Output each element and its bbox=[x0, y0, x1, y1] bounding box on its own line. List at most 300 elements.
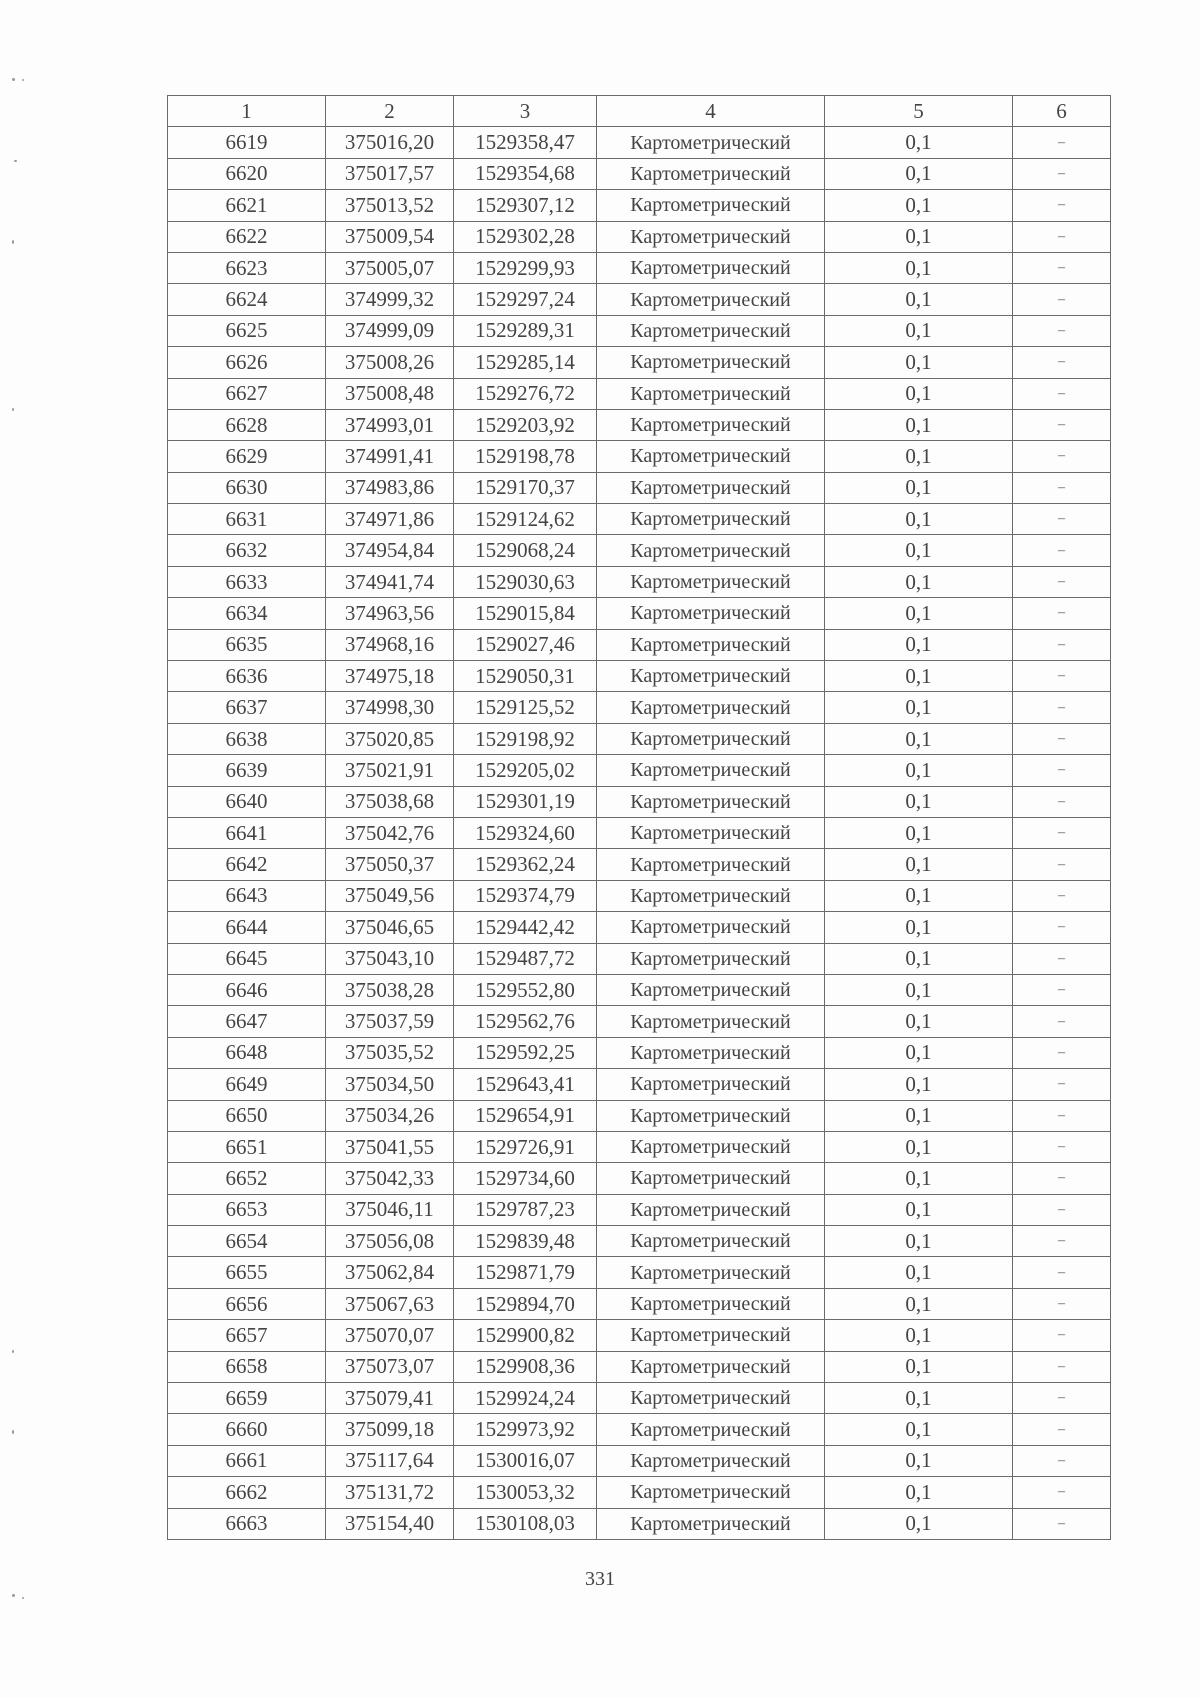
point-number-cell: 6640 bbox=[168, 786, 326, 817]
x-coordinate-cell: 374941,74 bbox=[326, 566, 454, 597]
accuracy-cell: 0,1 bbox=[825, 1445, 1013, 1476]
x-coordinate-cell: 375021,91 bbox=[326, 755, 454, 786]
point-number-cell: 6649 bbox=[168, 1069, 326, 1100]
x-coordinate-cell: 374954,84 bbox=[326, 535, 454, 566]
point-number-cell: 6660 bbox=[168, 1414, 326, 1445]
method-cell: Картометрический bbox=[597, 692, 825, 723]
accuracy-cell: 0,1 bbox=[825, 441, 1013, 472]
table-row bbox=[168, 441, 1111, 472]
accuracy-cell: 0,1 bbox=[825, 755, 1013, 786]
column-header: 3 bbox=[454, 96, 597, 127]
x-coordinate-cell: 375046,65 bbox=[326, 912, 454, 943]
method-cell: Картометрический bbox=[597, 912, 825, 943]
note-cell: – bbox=[1013, 504, 1111, 535]
table-row bbox=[168, 315, 1111, 346]
x-coordinate-cell: 375034,50 bbox=[326, 1069, 454, 1100]
note-cell: – bbox=[1013, 629, 1111, 660]
method-cell: Картометрический bbox=[597, 378, 825, 409]
method-cell: Картометрический bbox=[597, 943, 825, 974]
x-coordinate-cell: 375008,26 bbox=[326, 347, 454, 378]
point-number-cell: 6641 bbox=[168, 817, 326, 848]
accuracy-cell: 0,1 bbox=[825, 880, 1013, 911]
x-coordinate-cell: 375117,64 bbox=[326, 1445, 454, 1476]
accuracy-cell: 0,1 bbox=[825, 1100, 1013, 1131]
method-cell: Картометрический bbox=[597, 190, 825, 221]
y-coordinate-cell: 1529276,72 bbox=[454, 378, 597, 409]
accuracy-cell: 0,1 bbox=[825, 849, 1013, 880]
y-coordinate-cell: 1529027,46 bbox=[454, 629, 597, 660]
y-coordinate-cell: 1529205,02 bbox=[454, 755, 597, 786]
point-number-cell: 6631 bbox=[168, 504, 326, 535]
point-number-cell: 6634 bbox=[168, 598, 326, 629]
point-number-cell: 6628 bbox=[168, 409, 326, 440]
x-coordinate-cell: 375020,85 bbox=[326, 723, 454, 754]
y-coordinate-cell: 1529362,24 bbox=[454, 849, 597, 880]
y-coordinate-cell: 1530108,03 bbox=[454, 1508, 597, 1539]
point-number-cell: 6645 bbox=[168, 943, 326, 974]
table-row bbox=[168, 504, 1111, 535]
y-coordinate-cell: 1529050,31 bbox=[454, 661, 597, 692]
x-coordinate-cell: 374983,86 bbox=[326, 472, 454, 503]
accuracy-cell: 0,1 bbox=[825, 1320, 1013, 1351]
point-number-cell: 6654 bbox=[168, 1226, 326, 1257]
method-cell: Картометрический bbox=[597, 535, 825, 566]
table-row bbox=[168, 817, 1111, 848]
x-coordinate-cell: 375067,63 bbox=[326, 1288, 454, 1319]
note-cell: – bbox=[1013, 315, 1111, 346]
point-number-cell: 6632 bbox=[168, 535, 326, 566]
table-row bbox=[168, 943, 1111, 974]
table-row bbox=[168, 1006, 1111, 1037]
accuracy-cell: 0,1 bbox=[825, 1477, 1013, 1508]
x-coordinate-cell: 375038,28 bbox=[326, 974, 454, 1005]
accuracy-cell: 0,1 bbox=[825, 1508, 1013, 1539]
point-number-cell: 6636 bbox=[168, 661, 326, 692]
method-cell: Картометрический bbox=[597, 1163, 825, 1194]
x-coordinate-cell: 375056,08 bbox=[326, 1226, 454, 1257]
table-row bbox=[168, 1508, 1111, 1539]
accuracy-cell: 0,1 bbox=[825, 692, 1013, 723]
x-coordinate-cell: 375046,11 bbox=[326, 1194, 454, 1225]
point-number-cell: 6621 bbox=[168, 190, 326, 221]
method-cell: Картометрический bbox=[597, 661, 825, 692]
accuracy-cell: 0,1 bbox=[825, 912, 1013, 943]
method-cell: Картометрический bbox=[597, 315, 825, 346]
table-row bbox=[168, 974, 1111, 1005]
y-coordinate-cell: 1529871,79 bbox=[454, 1257, 597, 1288]
method-cell: Картометрический bbox=[597, 504, 825, 535]
x-coordinate-cell: 374998,30 bbox=[326, 692, 454, 723]
point-number-cell: 6647 bbox=[168, 1006, 326, 1037]
x-coordinate-cell: 375042,33 bbox=[326, 1163, 454, 1194]
accuracy-cell: 0,1 bbox=[825, 1163, 1013, 1194]
accuracy-cell: 0,1 bbox=[825, 472, 1013, 503]
accuracy-cell: 0,1 bbox=[825, 284, 1013, 315]
table-row bbox=[168, 755, 1111, 786]
note-cell: – bbox=[1013, 1320, 1111, 1351]
table-row bbox=[168, 1351, 1111, 1382]
x-coordinate-cell: 374975,18 bbox=[326, 661, 454, 692]
accuracy-cell: 0,1 bbox=[825, 1194, 1013, 1225]
accuracy-cell: 0,1 bbox=[825, 1037, 1013, 1068]
y-coordinate-cell: 1529924,24 bbox=[454, 1383, 597, 1414]
note-cell: – bbox=[1013, 974, 1111, 1005]
accuracy-cell: 0,1 bbox=[825, 786, 1013, 817]
table-row bbox=[168, 1288, 1111, 1319]
accuracy-cell: 0,1 bbox=[825, 221, 1013, 252]
point-number-cell: 6661 bbox=[168, 1445, 326, 1476]
note-cell: – bbox=[1013, 566, 1111, 597]
note-cell: – bbox=[1013, 190, 1111, 221]
accuracy-cell: 0,1 bbox=[825, 1069, 1013, 1100]
scan-speck bbox=[14, 160, 17, 162]
point-number-cell: 6630 bbox=[168, 472, 326, 503]
note-cell: – bbox=[1013, 127, 1111, 158]
table-row bbox=[168, 566, 1111, 597]
method-cell: Картометрический bbox=[597, 158, 825, 189]
method-cell: Картометрический bbox=[597, 1288, 825, 1319]
accuracy-cell: 0,1 bbox=[825, 661, 1013, 692]
method-cell: Картометрический bbox=[597, 1508, 825, 1539]
scan-speck bbox=[12, 1430, 14, 1434]
scan-speck bbox=[12, 408, 14, 411]
accuracy-cell: 0,1 bbox=[825, 974, 1013, 1005]
method-cell: Картометрический bbox=[597, 1351, 825, 1382]
method-cell: Картометрический bbox=[597, 409, 825, 440]
table-row bbox=[168, 252, 1111, 283]
x-coordinate-cell: 375038,68 bbox=[326, 786, 454, 817]
table-row bbox=[168, 347, 1111, 378]
y-coordinate-cell: 1529068,24 bbox=[454, 535, 597, 566]
point-number-cell: 6637 bbox=[168, 692, 326, 723]
accuracy-cell: 0,1 bbox=[825, 315, 1013, 346]
y-coordinate-cell: 1529125,52 bbox=[454, 692, 597, 723]
table-row bbox=[168, 1320, 1111, 1351]
accuracy-cell: 0,1 bbox=[825, 252, 1013, 283]
table-row bbox=[168, 378, 1111, 409]
method-cell: Картометрический bbox=[597, 1414, 825, 1445]
accuracy-cell: 0,1 bbox=[825, 723, 1013, 754]
point-number-cell: 6639 bbox=[168, 755, 326, 786]
x-coordinate-cell: 375050,37 bbox=[326, 849, 454, 880]
method-cell: Картометрический bbox=[597, 472, 825, 503]
table-row bbox=[168, 1477, 1111, 1508]
accuracy-cell: 0,1 bbox=[825, 1257, 1013, 1288]
table-row bbox=[168, 1037, 1111, 1068]
note-cell: – bbox=[1013, 692, 1111, 723]
y-coordinate-cell: 1529307,12 bbox=[454, 190, 597, 221]
x-coordinate-cell: 375035,52 bbox=[326, 1037, 454, 1068]
note-cell: – bbox=[1013, 1163, 1111, 1194]
x-coordinate-cell: 375017,57 bbox=[326, 158, 454, 189]
note-cell: – bbox=[1013, 1006, 1111, 1037]
y-coordinate-cell: 1529285,14 bbox=[454, 347, 597, 378]
note-cell: – bbox=[1013, 723, 1111, 754]
table-row bbox=[168, 692, 1111, 723]
method-cell: Картометрический bbox=[597, 1069, 825, 1100]
method-cell: Картометрический bbox=[597, 1226, 825, 1257]
accuracy-cell: 0,1 bbox=[825, 817, 1013, 848]
table-row bbox=[168, 912, 1111, 943]
point-number-cell: 6633 bbox=[168, 566, 326, 597]
point-number-cell: 6625 bbox=[168, 315, 326, 346]
table-row bbox=[168, 661, 1111, 692]
y-coordinate-cell: 1529354,68 bbox=[454, 158, 597, 189]
y-coordinate-cell: 1529170,37 bbox=[454, 472, 597, 503]
y-coordinate-cell: 1529203,92 bbox=[454, 409, 597, 440]
accuracy-cell: 0,1 bbox=[825, 943, 1013, 974]
point-number-cell: 6655 bbox=[168, 1257, 326, 1288]
note-cell: – bbox=[1013, 1508, 1111, 1539]
y-coordinate-cell: 1529726,91 bbox=[454, 1131, 597, 1162]
y-coordinate-cell: 1529324,60 bbox=[454, 817, 597, 848]
scan-speck bbox=[22, 1597, 24, 1599]
scan-speck bbox=[12, 1594, 15, 1597]
y-coordinate-cell: 1529015,84 bbox=[454, 598, 597, 629]
y-coordinate-cell: 1529297,24 bbox=[454, 284, 597, 315]
accuracy-cell: 0,1 bbox=[825, 409, 1013, 440]
y-coordinate-cell: 1529552,80 bbox=[454, 974, 597, 1005]
note-cell: – bbox=[1013, 535, 1111, 566]
note-cell: – bbox=[1013, 912, 1111, 943]
point-number-cell: 6638 bbox=[168, 723, 326, 754]
note-cell: – bbox=[1013, 1226, 1111, 1257]
method-cell: Картометрический bbox=[597, 1194, 825, 1225]
point-number-cell: 6629 bbox=[168, 441, 326, 472]
method-cell: Картометрический bbox=[597, 817, 825, 848]
method-cell: Картометрический bbox=[597, 629, 825, 660]
x-coordinate-cell: 375037,59 bbox=[326, 1006, 454, 1037]
scan-speck bbox=[12, 78, 15, 81]
y-coordinate-cell: 1529900,82 bbox=[454, 1320, 597, 1351]
column-header: 1 bbox=[168, 96, 326, 127]
accuracy-cell: 0,1 bbox=[825, 158, 1013, 189]
method-cell: Картометрический bbox=[597, 880, 825, 911]
accuracy-cell: 0,1 bbox=[825, 535, 1013, 566]
x-coordinate-cell: 375154,40 bbox=[326, 1508, 454, 1539]
x-coordinate-cell: 374993,01 bbox=[326, 409, 454, 440]
accuracy-cell: 0,1 bbox=[825, 1414, 1013, 1445]
note-cell: – bbox=[1013, 1037, 1111, 1068]
table-row bbox=[168, 598, 1111, 629]
y-coordinate-cell: 1529030,63 bbox=[454, 566, 597, 597]
table-row bbox=[168, 1445, 1111, 1476]
table-row bbox=[168, 284, 1111, 315]
point-number-cell: 6658 bbox=[168, 1351, 326, 1382]
note-cell: – bbox=[1013, 284, 1111, 315]
method-cell: Картометрический bbox=[597, 1037, 825, 1068]
note-cell: – bbox=[1013, 1477, 1111, 1508]
x-coordinate-cell: 375079,41 bbox=[326, 1383, 454, 1414]
y-coordinate-cell: 1529358,47 bbox=[454, 127, 597, 158]
x-coordinate-cell: 375043,10 bbox=[326, 943, 454, 974]
method-cell: Картометрический bbox=[597, 1320, 825, 1351]
method-cell: Картометрический bbox=[597, 849, 825, 880]
note-cell: – bbox=[1013, 755, 1111, 786]
accuracy-cell: 0,1 bbox=[825, 1226, 1013, 1257]
note-cell: – bbox=[1013, 347, 1111, 378]
table-row bbox=[168, 1383, 1111, 1414]
table-row bbox=[168, 535, 1111, 566]
method-cell: Картометрический bbox=[597, 598, 825, 629]
y-coordinate-cell: 1529734,60 bbox=[454, 1163, 597, 1194]
note-cell: – bbox=[1013, 472, 1111, 503]
point-number-cell: 6627 bbox=[168, 378, 326, 409]
x-coordinate-cell: 375131,72 bbox=[326, 1477, 454, 1508]
method-cell: Картометрический bbox=[597, 786, 825, 817]
method-cell: Картометрический bbox=[597, 566, 825, 597]
note-cell: – bbox=[1013, 849, 1111, 880]
point-number-cell: 6651 bbox=[168, 1131, 326, 1162]
column-header: 6 bbox=[1013, 96, 1111, 127]
point-number-cell: 6622 bbox=[168, 221, 326, 252]
column-header: 5 bbox=[825, 96, 1013, 127]
note-cell: – bbox=[1013, 1288, 1111, 1319]
method-cell: Картометрический bbox=[597, 127, 825, 158]
table-header-row bbox=[168, 96, 1111, 127]
x-coordinate-cell: 374968,16 bbox=[326, 629, 454, 660]
y-coordinate-cell: 1529374,79 bbox=[454, 880, 597, 911]
point-number-cell: 6657 bbox=[168, 1320, 326, 1351]
table-row bbox=[168, 849, 1111, 880]
table-row bbox=[168, 1226, 1111, 1257]
note-cell: – bbox=[1013, 409, 1111, 440]
note-cell: – bbox=[1013, 943, 1111, 974]
y-coordinate-cell: 1529894,70 bbox=[454, 1288, 597, 1319]
accuracy-cell: 0,1 bbox=[825, 347, 1013, 378]
table-row bbox=[168, 409, 1111, 440]
note-cell: – bbox=[1013, 598, 1111, 629]
y-coordinate-cell: 1529299,93 bbox=[454, 252, 597, 283]
column-header: 4 bbox=[597, 96, 825, 127]
page-number: 331 bbox=[585, 1568, 615, 1590]
point-number-cell: 6619 bbox=[168, 127, 326, 158]
method-cell: Картометрический bbox=[597, 1383, 825, 1414]
y-coordinate-cell: 1529124,62 bbox=[454, 504, 597, 535]
x-coordinate-cell: 375009,54 bbox=[326, 221, 454, 252]
x-coordinate-cell: 375049,56 bbox=[326, 880, 454, 911]
table-row bbox=[168, 1257, 1111, 1288]
accuracy-cell: 0,1 bbox=[825, 190, 1013, 221]
x-coordinate-cell: 374971,86 bbox=[326, 504, 454, 535]
method-cell: Картометрический bbox=[597, 723, 825, 754]
note-cell: – bbox=[1013, 1414, 1111, 1445]
method-cell: Картометрический bbox=[597, 1006, 825, 1037]
y-coordinate-cell: 1529487,72 bbox=[454, 943, 597, 974]
table-row bbox=[168, 1100, 1111, 1131]
point-number-cell: 6646 bbox=[168, 974, 326, 1005]
point-number-cell: 6643 bbox=[168, 880, 326, 911]
method-cell: Картометрический bbox=[597, 974, 825, 1005]
point-number-cell: 6653 bbox=[168, 1194, 326, 1225]
y-coordinate-cell: 1529839,48 bbox=[454, 1226, 597, 1257]
table-row bbox=[168, 127, 1111, 158]
table-row bbox=[168, 190, 1111, 221]
x-coordinate-cell: 374963,56 bbox=[326, 598, 454, 629]
method-cell: Картометрический bbox=[597, 1257, 825, 1288]
method-cell: Картометрический bbox=[597, 1445, 825, 1476]
accuracy-cell: 0,1 bbox=[825, 598, 1013, 629]
note-cell: – bbox=[1013, 786, 1111, 817]
y-coordinate-cell: 1529787,23 bbox=[454, 1194, 597, 1225]
scan-speck bbox=[12, 1350, 14, 1353]
method-cell: Картометрический bbox=[597, 284, 825, 315]
x-coordinate-cell: 375041,55 bbox=[326, 1131, 454, 1162]
note-cell: – bbox=[1013, 1351, 1111, 1382]
point-number-cell: 6663 bbox=[168, 1508, 326, 1539]
accuracy-cell: 0,1 bbox=[825, 1383, 1013, 1414]
x-coordinate-cell: 374999,32 bbox=[326, 284, 454, 315]
x-coordinate-cell: 375016,20 bbox=[326, 127, 454, 158]
point-number-cell: 6620 bbox=[168, 158, 326, 189]
accuracy-cell: 0,1 bbox=[825, 1006, 1013, 1037]
note-cell: – bbox=[1013, 880, 1111, 911]
note-cell: – bbox=[1013, 441, 1111, 472]
note-cell: – bbox=[1013, 378, 1111, 409]
note-cell: – bbox=[1013, 1131, 1111, 1162]
point-number-cell: 6626 bbox=[168, 347, 326, 378]
y-coordinate-cell: 1529643,41 bbox=[454, 1069, 597, 1100]
table-row bbox=[168, 629, 1111, 660]
accuracy-cell: 0,1 bbox=[825, 566, 1013, 597]
y-coordinate-cell: 1529562,76 bbox=[454, 1006, 597, 1037]
note-cell: – bbox=[1013, 252, 1111, 283]
note-cell: – bbox=[1013, 1445, 1111, 1476]
note-cell: – bbox=[1013, 661, 1111, 692]
y-coordinate-cell: 1529198,92 bbox=[454, 723, 597, 754]
point-number-cell: 6644 bbox=[168, 912, 326, 943]
accuracy-cell: 0,1 bbox=[825, 127, 1013, 158]
table-row bbox=[168, 221, 1111, 252]
note-cell: – bbox=[1013, 1257, 1111, 1288]
accuracy-cell: 0,1 bbox=[825, 1351, 1013, 1382]
x-coordinate-cell: 375062,84 bbox=[326, 1257, 454, 1288]
method-cell: Картометрический bbox=[597, 1131, 825, 1162]
table-row bbox=[168, 1194, 1111, 1225]
note-cell: – bbox=[1013, 221, 1111, 252]
note-cell: – bbox=[1013, 817, 1111, 848]
y-coordinate-cell: 1529654,91 bbox=[454, 1100, 597, 1131]
y-coordinate-cell: 1529592,25 bbox=[454, 1037, 597, 1068]
table-row bbox=[168, 1163, 1111, 1194]
note-cell: – bbox=[1013, 158, 1111, 189]
point-number-cell: 6662 bbox=[168, 1477, 326, 1508]
x-coordinate-cell: 375073,07 bbox=[326, 1351, 454, 1382]
y-coordinate-cell: 1529973,92 bbox=[454, 1414, 597, 1445]
x-coordinate-cell: 375070,07 bbox=[326, 1320, 454, 1351]
point-number-cell: 6623 bbox=[168, 252, 326, 283]
note-cell: – bbox=[1013, 1100, 1111, 1131]
point-number-cell: 6642 bbox=[168, 849, 326, 880]
coordinates-table bbox=[167, 95, 1111, 1540]
y-coordinate-cell: 1529302,28 bbox=[454, 221, 597, 252]
table-body bbox=[168, 127, 1111, 1540]
x-coordinate-cell: 374991,41 bbox=[326, 441, 454, 472]
x-coordinate-cell: 375013,52 bbox=[326, 190, 454, 221]
method-cell: Картометрический bbox=[597, 755, 825, 786]
x-coordinate-cell: 375005,07 bbox=[326, 252, 454, 283]
note-cell: – bbox=[1013, 1194, 1111, 1225]
accuracy-cell: 0,1 bbox=[825, 504, 1013, 535]
method-cell: Картометрический bbox=[597, 347, 825, 378]
method-cell: Картометрический bbox=[597, 221, 825, 252]
method-cell: Картометрический bbox=[597, 1100, 825, 1131]
table-row bbox=[168, 1069, 1111, 1100]
method-cell: Картометрический bbox=[597, 252, 825, 283]
table-row bbox=[168, 1414, 1111, 1445]
point-number-cell: 6624 bbox=[168, 284, 326, 315]
accuracy-cell: 0,1 bbox=[825, 378, 1013, 409]
